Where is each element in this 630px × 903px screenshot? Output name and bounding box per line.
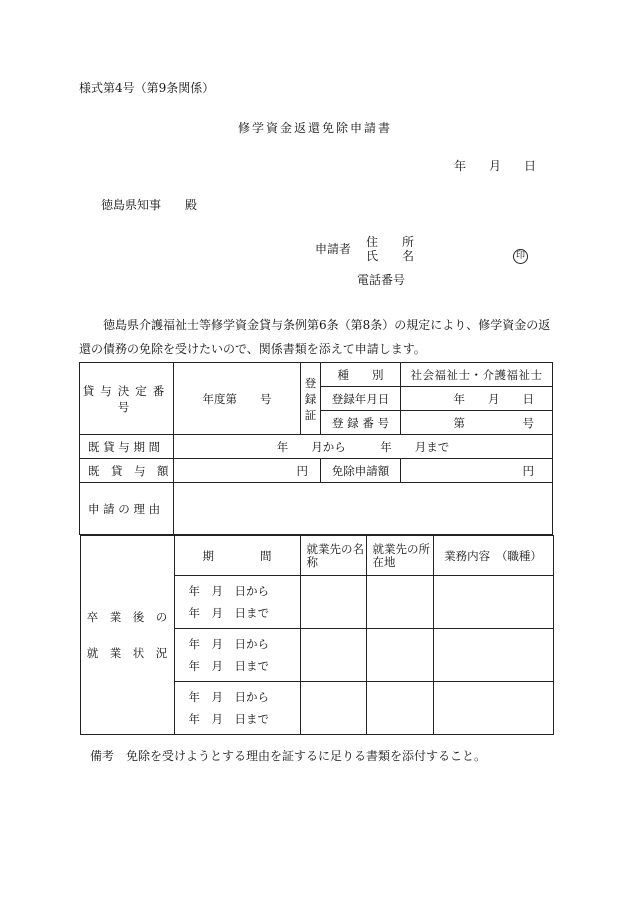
duties-cell[interactable] — [433, 682, 553, 735]
employer-name-cell[interactable] — [300, 629, 366, 682]
employment-section — [80, 535, 553, 736]
employment-label-line-1: 卒 業 後 の — [86, 610, 168, 624]
form-number: 様式第4号（第9条関係） — [79, 81, 215, 95]
col-employer-name-header: 就業先の名称 — [300, 536, 366, 576]
period-to: 年 月 日まで — [188, 712, 269, 726]
loan-amount-label: 既 貸 与 額 — [80, 459, 174, 483]
applicant-label: 申請者 — [315, 242, 352, 256]
loan-decision-label: 貸与決定番号 — [80, 363, 174, 435]
application-table — [79, 362, 553, 735]
registration-char-1: 登 — [304, 375, 317, 390]
name-label: 氏 名 — [366, 249, 415, 263]
period-from: 年 月 日から — [188, 637, 269, 651]
type-label: 種 別 — [321, 363, 401, 387]
col-period-header: 期 間 — [174, 536, 300, 576]
reg-number-value: 第 号 — [401, 411, 553, 435]
loan-period-label: 既 貸 与 期 間 — [80, 435, 174, 459]
exemption-amount-value: 円 — [401, 459, 553, 483]
exemption-amount-label: 免除申請額 — [321, 459, 401, 483]
period-from: 年 月 日から — [188, 690, 269, 704]
seal-mark: 印 — [513, 249, 528, 264]
reason-label: 申 請 の 理 由 — [80, 483, 174, 535]
employer-location-cell[interactable] — [366, 682, 433, 735]
reg-date-value: 年 月 日 — [401, 387, 553, 411]
address-label: 住 所 — [366, 235, 415, 249]
date-day-label: 日 — [524, 159, 537, 173]
reason-input[interactable] — [174, 483, 553, 535]
employer-location-cell[interactable] — [366, 576, 433, 629]
period-cell — [174, 576, 300, 629]
period-from: 年 月 日から — [188, 584, 269, 598]
note: 備考 免除を受けようとする理由を証するに足りる書類を添付すること。 — [90, 749, 487, 763]
period-to: 年 月 日まで — [188, 606, 269, 620]
registration-char-3: 証 — [304, 407, 317, 422]
employer-location-cell[interactable] — [366, 629, 433, 682]
employer-name-cell[interactable] — [300, 682, 366, 735]
registration-char-2: 録 — [304, 391, 317, 406]
loan-decision-value: 年度第 号 — [174, 363, 301, 435]
phone-label: 電話番号 — [357, 273, 406, 287]
col-duties-header: 業務内容 （職種） — [433, 536, 553, 576]
registration-cert-label — [301, 363, 321, 435]
date-month-label: 月 — [489, 159, 502, 173]
body-text: 徳島県介護福祉士等修学資金貸与条例第6条（第8条）の規定により、修学資金の返還の債務の免除を受けたいので、関係書類を添えて申請します。 — [79, 318, 551, 356]
duties-cell[interactable] — [433, 629, 553, 682]
period-cell — [174, 682, 300, 735]
duties-cell[interactable] — [433, 576, 553, 629]
col-employer-location-header: 就業先の所在地 — [366, 536, 433, 576]
loan-period-value: 年 月から 年 月まで — [174, 435, 553, 459]
loan-amount-value: 円 — [174, 459, 321, 483]
period-to: 年 月 日まで — [188, 659, 269, 673]
document-title: 修学資金返還免除申請書 — [237, 121, 392, 135]
reg-number-label: 登 録 番 号 — [321, 411, 401, 435]
employment-table — [80, 535, 554, 735]
employer-name-cell[interactable] — [300, 576, 366, 629]
employment-label — [80, 536, 174, 735]
date-year-label: 年 — [454, 159, 467, 173]
addressee: 徳島県知事 殿 — [101, 198, 198, 212]
employment-label-line-2: 就 業 状 況 — [86, 646, 168, 660]
reg-date-label: 登録年月日 — [321, 387, 401, 411]
type-value: 社会福祉士・介護福祉士 — [401, 363, 553, 387]
period-cell — [174, 629, 300, 682]
